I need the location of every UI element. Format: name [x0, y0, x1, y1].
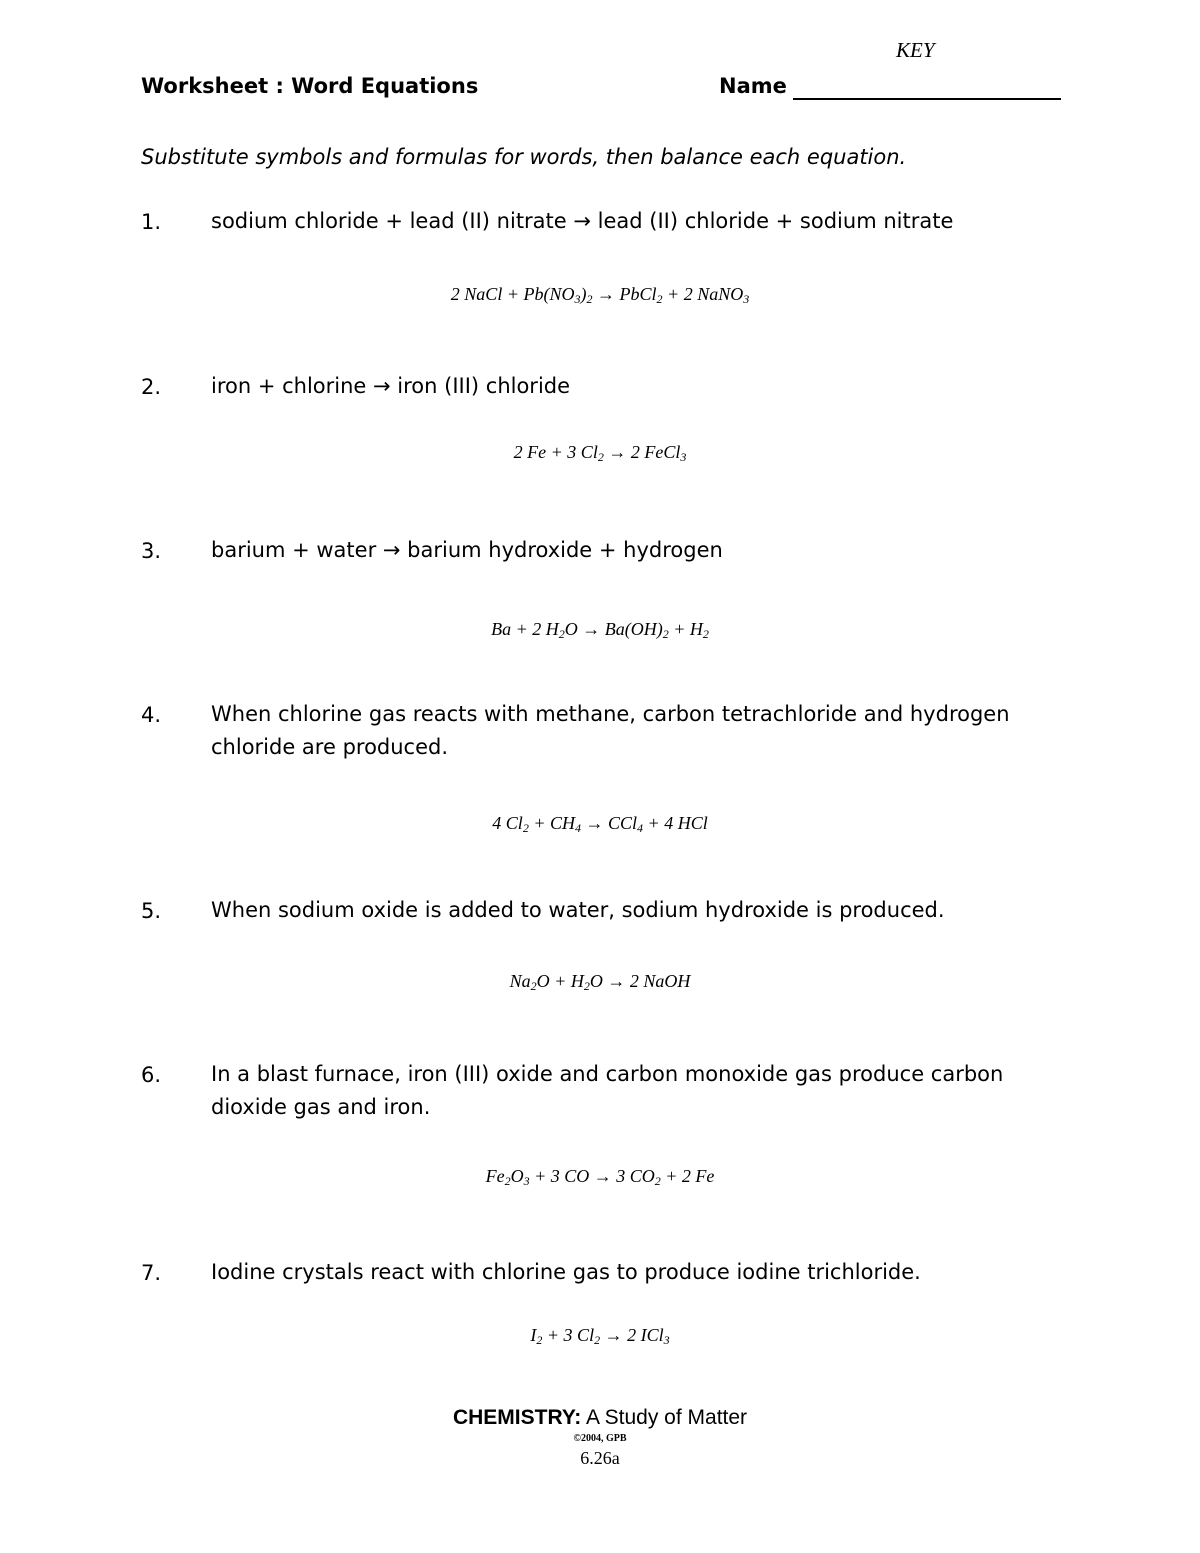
worksheet-title: Worksheet : Word Equations — [141, 74, 479, 98]
name-blank-line — [793, 98, 1061, 100]
question-text: iron + chlorine → iron (III) chloride — [211, 374, 571, 398]
answer-equation: 2 Fe + 3 $Cl_2 \to 2$ FeCl$_3$ — [513, 442, 687, 464]
key-label: KEY — [896, 38, 935, 62]
question-number: 1. — [141, 210, 162, 234]
question-text: Iodine crystals react with chlorine gas to produce iodine trichloride. — [211, 1260, 921, 1284]
answer-equation: $I_2 + 3$ $Cl_2 \to 2$ ICl$_3$ — [530, 1325, 670, 1347]
question-text: barium + water → barium hydroxide + hydrogen — [211, 538, 723, 562]
question-number: 6. — [141, 1063, 162, 1087]
question-number: 3. — [141, 539, 162, 563]
answer-equation: 2 NaCl + $Pb(NO_3)_2$ → PbCl$_2$ + 2 NaNO$_3$ — [450, 284, 750, 306]
question-text: When chlorine gas reacts with methane, carbon tetrachloride and hydrogen chloride are produced. — [211, 702, 1010, 759]
question-number: 2. — [141, 375, 162, 399]
footer-book-title-rest: A Study of Matter — [581, 1406, 748, 1429]
name-label: Name — [719, 74, 787, 98]
instructions: Substitute symbols and formulas for words, then balance each equation. — [141, 145, 907, 169]
footer-book-title — [0, 1406, 1200, 1430]
question-number: 7. — [141, 1261, 162, 1285]
footer-copyright: ©2004, GPB — [573, 1433, 627, 1444]
question-text: When sodium oxide is added to water, sodium hydroxide is produced. — [211, 898, 945, 922]
footer-book-title-bold: CHEMISTRY: — [452, 1406, 582, 1429]
question-text: In a blast furnace, iron (III) oxide and carbon monoxide gas produce carbon dioxide gas and iron. — [211, 1062, 1004, 1119]
answer-equation: 4 $Cl_2 + CH_4 \to CCl_4 + 4$ HCl — [492, 813, 708, 835]
question-number: 5. — [141, 899, 162, 923]
answer-equation: Ba + 2 $H_2O \to Ba(OH)_2 + H_2$ — [491, 619, 709, 641]
question-number: 4. — [141, 703, 162, 727]
footer-page-code: 6.26a — [580, 1448, 620, 1468]
answer-equation: $Na_2O + H_2O \to 2$ NaOH — [509, 971, 691, 993]
question-text: sodium chloride + lead (II) nitrate → lead (II) chloride + sodium nitrate — [211, 209, 954, 233]
answer-equation: $Fe_2O_3 + 3$ CO → 3 $CO_2 + 2$ Fe — [485, 1166, 715, 1188]
